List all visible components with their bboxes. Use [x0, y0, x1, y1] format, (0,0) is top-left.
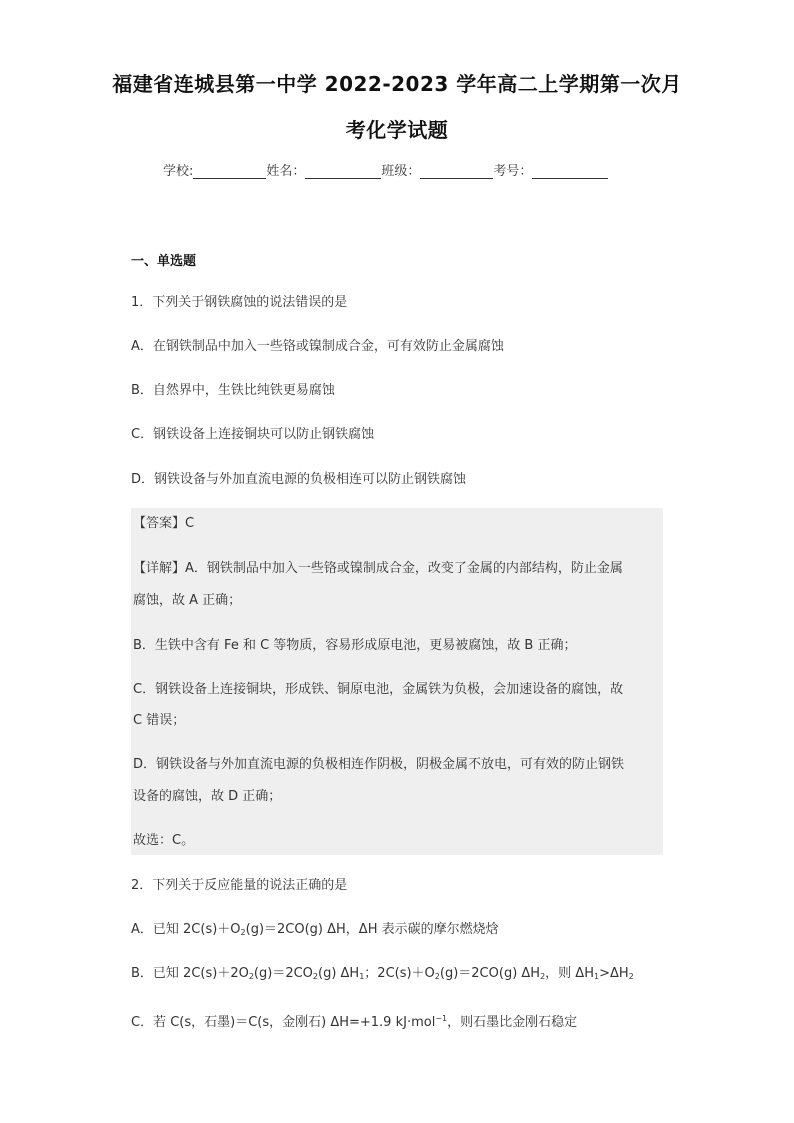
q2-a-part1: A．已知 2C(s)＋O: [131, 922, 241, 937]
page-title-line2: 考化学试题: [345, 118, 449, 142]
q2-b-sub7: 2: [628, 972, 634, 981]
q2-b-sub1: 2: [248, 972, 254, 981]
q2-a-part2: (g)＝2CO(g) ΔH，ΔH 表示碳的摩尔燃烧焓: [245, 922, 499, 937]
class-label: 班级：: [381, 164, 421, 179]
q1-stem: 1．下列关于钢铁腐蚀的说法错误的是: [131, 295, 348, 310]
number-blank[interactable]: [532, 164, 608, 179]
q2-b-part1: B．已知 2C(s)＋2O: [131, 966, 249, 981]
q2-a-sub1: 2: [240, 928, 246, 937]
q1-detail-a-line1: 【详解】A．钢铁制品中加入一些铬或镍制成合金，改变了金属的内部结构，防止金属: [133, 561, 623, 576]
name-label: 姓名：: [266, 164, 306, 179]
q1-option-b: B．自然界中，生铁比纯铁更易腐蚀: [131, 383, 335, 398]
q2-option-a: [131, 922, 499, 941]
school-label: 学校:: [163, 164, 194, 179]
q2-b-part2: (g)＝2CO: [253, 966, 313, 981]
q2-option-c: [131, 1011, 577, 1031]
q2-c-part2: ，则石墨比金刚石稳定: [447, 1015, 578, 1030]
q2-b-part7: >ΔH: [599, 966, 629, 981]
q2-b-part3: (g) ΔH: [318, 966, 360, 981]
q2-b-sub2: 2: [312, 972, 318, 981]
q2-b-sub3: 1: [359, 972, 365, 981]
q1-answer: 【答案】C: [133, 516, 195, 531]
q2-b-sub6: 1: [593, 972, 600, 981]
page-title-line1: 福建省连城县第一中学 2022-2023 学年高二上学期第一次月: [112, 72, 682, 96]
q1-option-c: C．钢铁设备上连接铜块可以防止钢铁腐蚀: [131, 427, 375, 442]
q1-detail-c-line2: C 错误；: [133, 713, 186, 728]
q2-stem: 2．下列关于反应能量的说法正确的是: [131, 878, 348, 893]
section-heading: 一、单选题: [131, 254, 197, 269]
name-blank[interactable]: [305, 164, 381, 179]
q2-option-b: [131, 966, 634, 985]
q2-b-part6: ，则 ΔH: [545, 966, 594, 981]
q2-b-part4: ；2C(s)＋O: [364, 966, 435, 981]
q2-c-sup: −1: [435, 1014, 448, 1023]
q2-b-sub5: 2: [540, 972, 546, 981]
q1-detail-b: B．生铁中含有 Fe 和 C 等物质，容易形成原电池，更易被腐蚀，故 B 正确；: [133, 638, 577, 653]
q1-detail-c-line1: C．钢铁设备上连接铜块，形成铁、铜原电池，金属铁为负极，会加速设备的腐蚀，故: [133, 682, 624, 697]
q2-c-part1: C．若 C(s，石墨)＝C(s，金刚石) ΔH=+1.9 kJ·mol: [131, 1015, 436, 1030]
number-label: 考号：: [493, 164, 533, 179]
q1-detail-a-line2: 腐蚀，故 A 正确；: [133, 593, 242, 608]
q2-b-part5: (g)＝2CO(g) ΔH: [439, 966, 541, 981]
student-info-line: [163, 160, 608, 179]
q2-b-sub4: 2: [434, 972, 440, 981]
q1-option-a: A．在钢铁制品中加入一些铬或镍制成合金，可有效防止金属腐蚀: [131, 339, 504, 354]
q1-detail-d-line1: D．钢铁设备与外加直流电源的负极相连作阴极，阴极金属不放电，可有效的防止钢铁: [133, 757, 625, 772]
school-blank[interactable]: [193, 164, 266, 179]
q1-option-d: D．钢铁设备与外加直流电源的负极相连可以防止钢铁腐蚀: [131, 472, 467, 487]
q1-conclusion: 故选：C。: [133, 833, 195, 848]
q1-detail-d-line2: 设备的腐蚀，故 D 正确；: [133, 789, 282, 804]
class-blank[interactable]: [420, 164, 493, 179]
